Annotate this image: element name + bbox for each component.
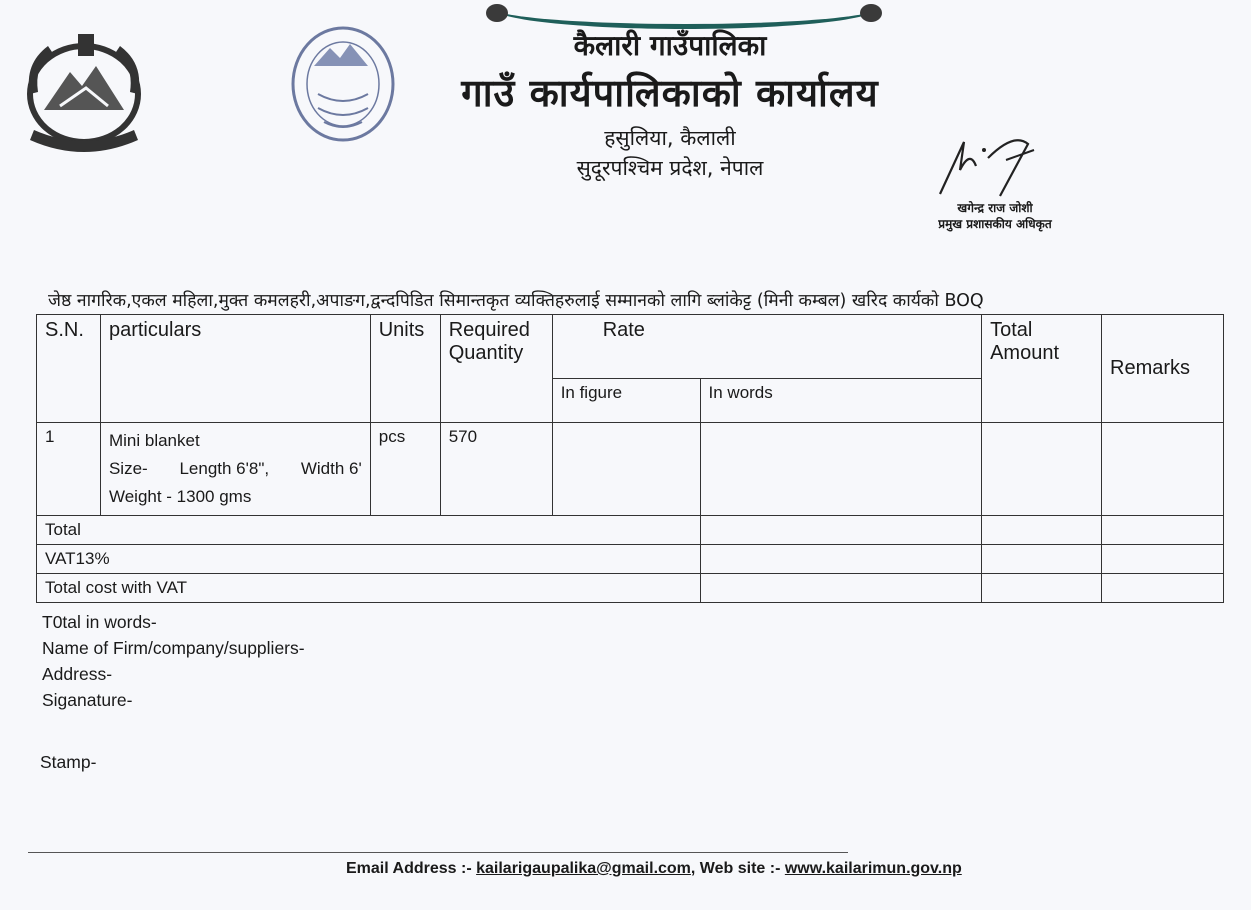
footer-divider: [28, 852, 848, 853]
officer-signature-block: [920, 130, 1070, 232]
row-size-label: Size-: [108, 459, 148, 478]
header-remarks: Remarks: [1102, 315, 1224, 423]
header-required-quantity: Required Quantity: [440, 315, 552, 423]
row-units: pcs: [370, 423, 440, 516]
email-link[interactable]: kailarigaupalika@gmail.com: [476, 860, 691, 877]
vat-label: VAT13%: [37, 545, 701, 574]
header-rate-in-words: In words: [700, 379, 982, 423]
website-link[interactable]: www.kailarimun.gov.np: [784, 860, 962, 877]
header-units: Units: [370, 315, 440, 423]
signature-field: Siganature-: [42, 690, 133, 710]
row-size-width: Width 6': [300, 459, 362, 478]
boq-table: [36, 314, 1224, 603]
office-name: गाउँ कार्यपालिकाको कार्यालय: [461, 71, 879, 115]
officer-title: प्रमुख प्रशासकीय अधिकृत: [938, 217, 1052, 231]
office-seal-icon: [284, 22, 402, 152]
nepal-emblem-icon: [16, 28, 152, 154]
header-particulars: particulars: [100, 315, 370, 423]
row-rate-in-words: [700, 423, 982, 516]
email-label: Email Address :-: [346, 860, 477, 877]
punch-hole-right: [860, 4, 882, 22]
row-size-length: Length 6'8",: [179, 459, 270, 478]
office-address: हसुलिया, कैलाली: [604, 126, 736, 150]
row-particulars: [100, 423, 370, 516]
row-quantity: 570: [440, 423, 552, 516]
header-sn: S.N.: [37, 315, 101, 423]
row-total-amount: [982, 423, 1102, 516]
stamp-field: Stamp-: [40, 752, 97, 772]
table-row: [37, 423, 1224, 516]
row-weight: Weight - 1300 gms: [108, 487, 252, 506]
address-field: Address-: [42, 664, 113, 684]
row-size: [109, 455, 362, 483]
firm-name-field: Name of Firm/company/suppliers-: [42, 638, 305, 658]
row-remarks: [1102, 423, 1224, 516]
office-header: [420, 24, 920, 182]
total-in-words-field: T0tal in words-: [42, 612, 157, 632]
officer-name: खगेन्द्र राज जोशी: [957, 201, 1033, 215]
handwritten-signature-icon: [930, 130, 1050, 200]
header-rate-in-figure: In figure: [552, 379, 700, 423]
row-item: Mini blanket: [108, 431, 200, 450]
total-label: Total: [37, 516, 701, 545]
row-sn: 1: [37, 423, 101, 516]
municipality-name: कैलारी गाउँपालिका: [573, 29, 767, 62]
header-total-amount: Total Amount: [982, 315, 1102, 423]
row-rate-in-figure: [552, 423, 700, 516]
total-with-vat-label: Total cost with VAT: [37, 574, 701, 603]
boq-title: जेष्ठ नागरिक,एकल महिला,मुक्त कमलहरी,अपाङग,द्वन्दपिडित सिमान्तकृत व्यक्तिहरुलाई सम्मानको लागि ब्लांकेट्ट (मिनी कम्बल) खरिद कार्यको BOQ: [48, 291, 984, 311]
website-label: , Web site :-: [690, 860, 785, 877]
header-rate: Rate: [552, 315, 981, 379]
punch-hole-left: [486, 4, 508, 22]
supplier-form-fields: [42, 612, 305, 716]
footer-contact: [346, 860, 962, 878]
office-province: सुदूरपश्चिम प्रदेश, नेपाल: [576, 156, 764, 180]
